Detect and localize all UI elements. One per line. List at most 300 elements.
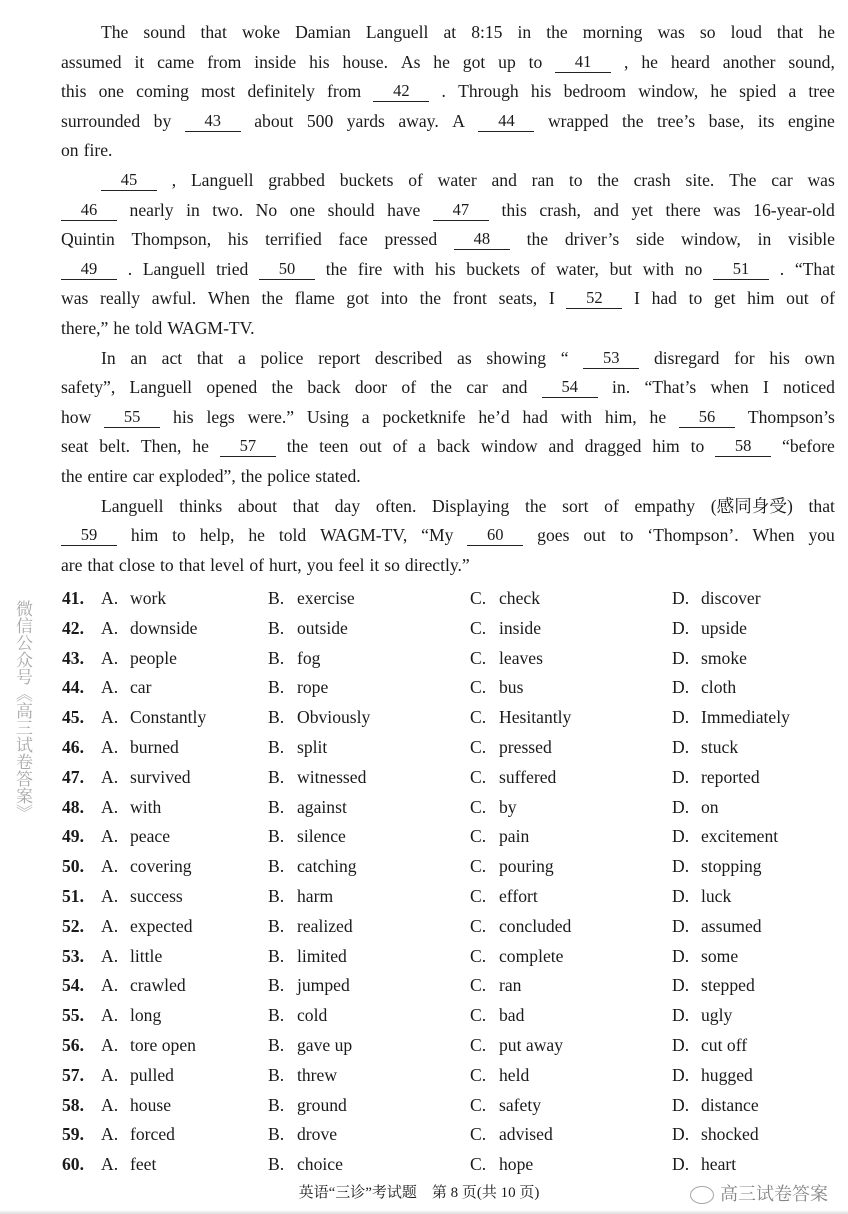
passage-word: that xyxy=(178,554,206,575)
passage-word: Languell xyxy=(365,22,429,42)
passage-line xyxy=(61,284,835,314)
option-text: car xyxy=(130,677,152,698)
question-row xyxy=(62,912,842,942)
option-text: hope xyxy=(499,1154,534,1175)
option-letter: A. xyxy=(101,1034,119,1055)
passage-word: told xyxy=(134,317,163,338)
option-letter: A. xyxy=(101,617,119,638)
passage-word: level xyxy=(210,554,245,575)
option-text: cut off xyxy=(701,1034,748,1055)
passage-word: his xyxy=(435,258,456,279)
passage-word: the xyxy=(546,22,568,42)
passage-word: for xyxy=(734,347,755,368)
passage-word: own xyxy=(804,347,835,368)
passage-line xyxy=(61,255,835,285)
option-letter: C. xyxy=(470,1034,487,1055)
passage-line xyxy=(61,432,835,462)
option-letter: C. xyxy=(470,1064,487,1085)
question-row xyxy=(62,733,842,763)
passage-word: coming xyxy=(136,81,189,102)
option-letter: B. xyxy=(268,736,285,757)
option-letter: B. xyxy=(268,617,285,638)
passage-word: to xyxy=(528,51,543,72)
blank-41: 41 xyxy=(555,52,611,73)
passage-word: directly.” xyxy=(404,554,470,575)
passage-word: report xyxy=(318,347,361,368)
blank-54: 54 xyxy=(542,377,598,398)
passage-word: the xyxy=(622,110,644,131)
option-letter: B. xyxy=(268,915,285,936)
option-a xyxy=(101,733,179,763)
option-letter: C. xyxy=(470,766,487,787)
option-text: people xyxy=(130,647,177,668)
passage-word: Through xyxy=(458,81,519,102)
option-text: gave up xyxy=(297,1034,353,1055)
option-b xyxy=(268,1001,327,1031)
passage-word: one xyxy=(98,81,124,102)
option-b xyxy=(268,703,370,733)
option-letter: A. xyxy=(101,945,119,966)
option-b xyxy=(268,971,350,1001)
passage-word: car xyxy=(466,377,488,398)
passage-word: him xyxy=(747,288,775,309)
option-letter: C. xyxy=(470,796,487,817)
passage-word: was xyxy=(807,169,835,190)
passage-word: , xyxy=(624,51,629,72)
option-text: excitement xyxy=(701,826,779,847)
passage-word: the xyxy=(61,465,83,486)
question-row xyxy=(62,971,842,1001)
passage-word: yet xyxy=(631,199,653,220)
option-letter: C. xyxy=(470,1005,487,1026)
passage-line xyxy=(61,403,835,433)
passage-word: In xyxy=(101,347,116,368)
passage-word: noticed xyxy=(783,377,835,398)
option-text: success xyxy=(130,885,183,906)
passage-word: buckets xyxy=(339,169,394,190)
option-b xyxy=(268,1091,347,1121)
option-letter: A. xyxy=(101,1154,119,1175)
passage-word: it xyxy=(134,51,145,72)
option-letter: D. xyxy=(672,945,690,966)
passage-word: are xyxy=(61,554,83,575)
passage-word: legs xyxy=(206,406,235,427)
option-letter: C. xyxy=(470,826,487,847)
passage-word: this xyxy=(61,81,87,102)
option-letter: B. xyxy=(268,588,285,608)
passage-word: site. xyxy=(685,169,715,190)
watermark: 微信公众号《高三试卷答案》 xyxy=(12,600,32,821)
passage-word: so xyxy=(384,554,400,575)
question-row xyxy=(62,1091,842,1121)
passage-word: he xyxy=(248,525,265,546)
option-letter: A. xyxy=(101,766,119,787)
passage-word: its xyxy=(757,110,775,131)
passage-word: have xyxy=(387,199,421,220)
passage-word: Using xyxy=(306,406,349,427)
option-letter: B. xyxy=(268,677,285,698)
option-letter: D. xyxy=(672,885,690,906)
passage-word: spied xyxy=(739,81,777,102)
page-edge xyxy=(0,1210,848,1214)
option-d xyxy=(672,912,762,942)
passage-word: another xyxy=(722,51,776,72)
passage-word: window xyxy=(480,436,538,457)
option-text: complete xyxy=(499,945,564,966)
passage-word: him, xyxy=(604,406,637,427)
question-number: 60. xyxy=(62,1154,84,1175)
option-letter: C. xyxy=(470,707,487,728)
option-letter: C. xyxy=(470,617,487,638)
option-c xyxy=(470,644,543,674)
passage-word: goes xyxy=(537,525,570,546)
question-row xyxy=(62,882,842,912)
option-a xyxy=(101,852,192,882)
option-c xyxy=(470,1091,541,1121)
option-letter: D. xyxy=(672,856,690,877)
option-c xyxy=(470,942,563,972)
question-number: 49. xyxy=(62,826,84,847)
option-b xyxy=(268,1150,343,1180)
option-text: outside xyxy=(297,617,348,638)
option-letter: A. xyxy=(101,588,119,608)
passage-word: should xyxy=(327,199,375,220)
question-number: 46. xyxy=(62,736,84,757)
passage-word: to xyxy=(568,169,583,190)
option-letter: A. xyxy=(101,1094,119,1115)
option-b xyxy=(268,1061,337,1091)
passage-word: . xyxy=(127,258,133,279)
option-letter: D. xyxy=(672,1064,690,1085)
passage-word: “That xyxy=(794,258,835,279)
option-letter: D. xyxy=(672,915,690,936)
option-text: downside xyxy=(130,617,198,638)
option-a xyxy=(101,703,206,733)
passage-word: away. xyxy=(398,110,439,131)
passage-word: disregard xyxy=(653,347,720,368)
passage-word: driver’s xyxy=(564,229,620,250)
blank-47: 47 xyxy=(433,200,489,221)
passage-word: in xyxy=(757,229,772,250)
option-letter: A. xyxy=(101,796,119,817)
question-row xyxy=(62,703,842,733)
passage-word: tried xyxy=(216,258,249,279)
option-text: distance xyxy=(701,1094,759,1115)
option-b xyxy=(268,673,328,703)
passage-word: definitely xyxy=(247,81,315,102)
option-letter: A. xyxy=(101,975,119,996)
option-letter: D. xyxy=(672,588,690,608)
passage-word: WAGM-TV, xyxy=(320,525,408,546)
passage-word: was xyxy=(61,288,89,309)
passage-word: Languell xyxy=(129,377,193,398)
passage-word: his xyxy=(173,406,194,427)
passage-word: no xyxy=(684,258,703,279)
option-d xyxy=(672,1120,759,1150)
option-c xyxy=(470,614,541,644)
passage-word: As xyxy=(400,51,421,72)
option-text: realized xyxy=(297,915,353,936)
option-text: forced xyxy=(130,1124,175,1145)
question-number: 54. xyxy=(62,975,84,996)
option-text: choice xyxy=(297,1154,343,1175)
passage-word: with xyxy=(642,258,675,279)
blank-48: 48 xyxy=(454,229,510,250)
passage-word: “My xyxy=(421,525,454,546)
option-a xyxy=(101,942,162,972)
passage-word: door xyxy=(354,377,388,398)
passage-word: the xyxy=(286,436,309,457)
passage-line xyxy=(61,344,835,374)
question-row xyxy=(62,673,842,703)
question-number: 55. xyxy=(62,1005,84,1026)
option-letter: B. xyxy=(268,1034,285,1055)
option-b xyxy=(268,1120,337,1150)
option-letter: A. xyxy=(101,1005,119,1026)
question-row xyxy=(62,852,842,882)
option-c xyxy=(470,673,523,703)
option-d xyxy=(672,644,747,674)
option-letter: D. xyxy=(672,647,690,668)
option-letter: B. xyxy=(268,975,285,996)
option-letter: C. xyxy=(470,588,487,608)
option-c xyxy=(470,703,571,733)
option-c xyxy=(470,584,540,614)
option-b xyxy=(268,644,320,674)
passage-word: and xyxy=(548,436,574,457)
option-d xyxy=(672,614,747,644)
passage-word: a xyxy=(418,436,426,457)
passage-word: bedroom xyxy=(563,81,627,102)
blank-53: 53 xyxy=(583,348,639,369)
option-a xyxy=(101,1150,156,1180)
passage-word: nearly xyxy=(129,199,174,220)
option-text: Obviously xyxy=(297,707,371,728)
option-d xyxy=(672,852,762,882)
option-b xyxy=(268,793,347,823)
passage-word: I xyxy=(634,288,640,309)
option-text: pain xyxy=(499,826,530,847)
question-number: 59. xyxy=(62,1124,84,1145)
passage-line xyxy=(61,166,835,196)
passage-word: When xyxy=(207,288,250,309)
option-letter: A. xyxy=(101,1124,119,1145)
passage-word: belt. xyxy=(99,436,131,457)
passage-word: I xyxy=(548,288,555,309)
passage-word: buckets xyxy=(466,258,521,279)
passage-word: tree xyxy=(808,81,835,102)
passage-word: car xyxy=(771,169,793,190)
option-text: cold xyxy=(297,1005,328,1026)
passage-word: No xyxy=(255,199,278,220)
option-a xyxy=(101,1031,196,1061)
option-d xyxy=(672,793,719,823)
passage-word: hurt, xyxy=(268,554,302,575)
page-footer: 英语“三诊”考试题 第 8 页(共 10 页) xyxy=(298,1185,540,1201)
passage-line xyxy=(61,18,835,48)
question-number: 44. xyxy=(62,677,84,698)
option-letter: B. xyxy=(268,1094,285,1115)
passage-word: seat xyxy=(61,436,89,457)
passage-word: got xyxy=(346,288,369,309)
passage-word: the xyxy=(419,288,442,309)
passage-word: but xyxy=(609,258,633,279)
passage-word: back xyxy=(307,377,341,398)
logo-text: 高三试卷答案 xyxy=(720,1184,828,1205)
option-text: stuck xyxy=(701,736,739,757)
option-text: with xyxy=(130,796,162,817)
option-c xyxy=(470,1031,563,1061)
option-d xyxy=(672,1031,747,1061)
passage-word: got xyxy=(462,51,486,72)
passage-word: “ xyxy=(560,347,569,368)
option-text: crawled xyxy=(130,975,186,996)
passage-word: up xyxy=(498,51,516,72)
passage-word: he’d xyxy=(478,406,510,427)
passage-word: with xyxy=(393,258,425,279)
passage-word: there xyxy=(665,199,701,220)
blank-50: 50 xyxy=(259,259,315,280)
passage-word: that xyxy=(292,495,320,516)
option-letter: A. xyxy=(101,915,119,936)
passage-word: by xyxy=(153,110,172,131)
passage-word: The xyxy=(729,169,757,190)
passage-word: help, xyxy=(199,525,235,546)
passage-word: morning xyxy=(582,22,643,42)
blank-52: 52 xyxy=(566,288,622,309)
option-b xyxy=(268,942,347,972)
passage-word: of xyxy=(408,169,423,190)
option-d xyxy=(672,733,738,763)
passage-word: showing xyxy=(486,347,547,368)
option-a xyxy=(101,882,183,912)
option-letter: D. xyxy=(672,975,690,996)
option-d xyxy=(672,763,760,793)
option-text: leaves xyxy=(499,647,543,668)
passage-word: from xyxy=(207,51,242,72)
passage-line xyxy=(61,521,835,551)
passage-word: he xyxy=(641,51,658,72)
passage-word: front xyxy=(452,288,487,309)
option-text: pouring xyxy=(499,856,554,877)
blank-44: 44 xyxy=(478,111,534,132)
passage-word: the xyxy=(430,377,452,398)
option-b xyxy=(268,882,333,912)
passage-word: seats, xyxy=(498,288,538,309)
option-b xyxy=(268,822,346,852)
option-letter: C. xyxy=(470,1124,487,1145)
passage-word: so xyxy=(699,22,716,42)
option-a xyxy=(101,1061,174,1091)
option-a xyxy=(101,614,197,644)
option-text: ran xyxy=(499,975,522,996)
passage-word: told xyxy=(278,525,307,546)
option-text: covering xyxy=(130,856,192,877)
passage-word: a xyxy=(361,406,370,427)
option-a xyxy=(101,793,161,823)
passage-word: an xyxy=(130,347,147,368)
passage-word: the xyxy=(526,229,549,250)
passage-word: visible xyxy=(788,229,835,250)
passage-word: side xyxy=(635,229,665,250)
question-row xyxy=(62,793,842,823)
passage-word: loud xyxy=(730,22,762,42)
option-a xyxy=(101,763,191,793)
passage-word: of xyxy=(249,554,264,575)
passage-word: . xyxy=(779,258,785,279)
passage-word: sort xyxy=(562,495,589,516)
passage-word: of xyxy=(530,258,546,279)
passage-word: empathy xyxy=(634,495,696,516)
passage-word: his xyxy=(309,51,330,72)
passage-word: out xyxy=(786,288,809,309)
passage-word: yards xyxy=(346,110,385,131)
passage-word: house. xyxy=(342,51,388,72)
option-c xyxy=(470,1120,553,1150)
passage-word: 8:15 xyxy=(471,22,503,42)
option-text: catching xyxy=(297,856,357,877)
passage-word: Languell xyxy=(101,495,164,516)
option-letter: C. xyxy=(470,945,487,966)
passage-word: you xyxy=(808,525,835,546)
option-d xyxy=(672,1150,736,1180)
option-d xyxy=(672,1061,753,1091)
passage-word: were.” xyxy=(247,406,295,427)
passage-word: pressed xyxy=(384,229,438,250)
passage-line xyxy=(61,373,835,403)
option-a xyxy=(101,1120,175,1150)
passage-word: I xyxy=(762,377,769,398)
option-text: concluded xyxy=(499,915,572,936)
passage-word: a xyxy=(237,347,246,368)
passage-word: crash, xyxy=(539,199,581,220)
option-text: shocked xyxy=(701,1124,759,1145)
passage-line xyxy=(61,77,835,107)
option-text: smoke xyxy=(701,647,747,668)
question-number: 42. xyxy=(62,617,84,638)
passage-word: came xyxy=(157,51,195,72)
option-text: luck xyxy=(701,885,732,906)
passage-word: exploded”, xyxy=(159,465,236,486)
option-text: tore open xyxy=(130,1034,196,1055)
passage-word: engine xyxy=(787,110,835,131)
option-text: ugly xyxy=(701,1005,733,1026)
question-row xyxy=(62,822,842,852)
option-text: expected xyxy=(130,915,193,936)
passage-word: ‘Thompson’. xyxy=(647,525,739,546)
option-text: pulled xyxy=(130,1064,174,1085)
option-c xyxy=(470,763,556,793)
passage-word: . xyxy=(441,81,446,102)
option-text: ground xyxy=(297,1094,347,1115)
passage-word: his xyxy=(769,347,790,368)
wechat-bubble-icon xyxy=(690,1186,714,1204)
passage-word: often. xyxy=(375,495,417,516)
option-text: burned xyxy=(130,736,179,757)
passage-word: him xyxy=(130,525,159,546)
option-letter: C. xyxy=(470,736,487,757)
option-a xyxy=(101,644,177,674)
option-letter: A. xyxy=(101,885,119,906)
option-text: house xyxy=(130,1094,172,1115)
option-text: upside xyxy=(701,617,747,638)
passage-word: you xyxy=(306,554,334,575)
passage-word: the xyxy=(261,288,284,309)
option-letter: B. xyxy=(268,1124,285,1145)
option-text: check xyxy=(499,588,541,608)
option-d xyxy=(672,703,790,733)
passage-word: sound, xyxy=(788,51,835,72)
